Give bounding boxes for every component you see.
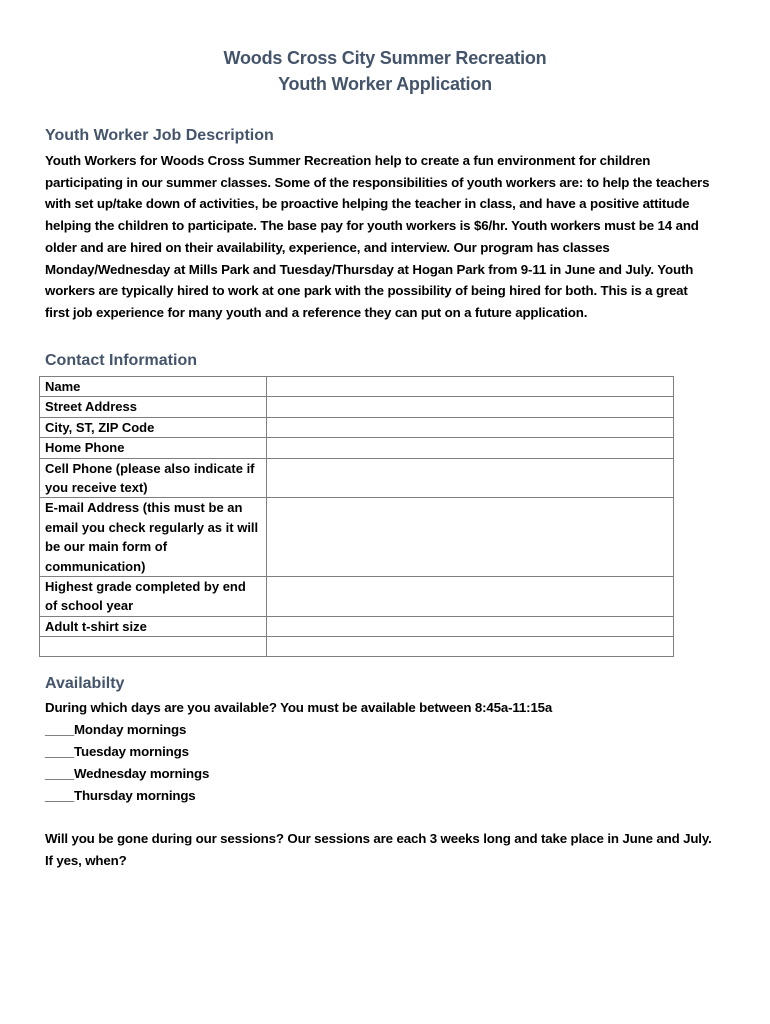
field-label-cell-phone: Cell Phone (please also indicate if you receive text) xyxy=(40,458,267,498)
job-description-line: with set up/take down of activities, be proactive helping the teacher in class, and have a positive attitude xyxy=(45,196,690,212)
field-label-city: City, ST, ZIP Code xyxy=(40,417,267,437)
blank-label-cell xyxy=(40,637,267,657)
job-description-heading: Youth Worker Job Description xyxy=(45,127,274,144)
if-yes-prompt: If yes, when? xyxy=(45,853,127,868)
city-st-zip-field[interactable] xyxy=(267,417,674,437)
page-subtitle: Youth Worker Application xyxy=(278,74,492,94)
contact-heading: Contact Information xyxy=(45,352,197,369)
job-description-line: first job experience for many youth and a reference they can put on a future application. xyxy=(45,304,588,320)
job-description-line: Youth Workers for Woods Cross Summer Recreation help to create a fun environment for children xyxy=(45,153,651,168)
email-field[interactable] xyxy=(267,498,674,577)
street-address-field[interactable] xyxy=(267,397,674,417)
option-tuesday[interactable]: ____Tuesday mornings xyxy=(45,744,189,759)
job-description-line: older and are hired on their availability, experience, and interview. Our program has classes xyxy=(45,239,610,255)
field-label-tshirt: Adult t-shirt size xyxy=(40,616,267,636)
table-row xyxy=(40,577,674,617)
table-row xyxy=(40,397,674,417)
job-description-line: workers are typically hired to work at one park with the possibility of being hired for both. This is a great xyxy=(45,283,688,299)
job-description-line: participating in our summer classes. Some of the responsibilities of youth workers are: to help the teachers xyxy=(45,174,710,190)
name-field[interactable] xyxy=(267,377,674,397)
field-label-name: Name xyxy=(40,377,267,397)
job-description-text xyxy=(45,150,735,324)
table-row xyxy=(40,438,674,458)
option-thursday[interactable]: ____Thursday mornings xyxy=(45,788,196,803)
table-row xyxy=(40,498,674,577)
cell-phone-field[interactable] xyxy=(267,458,674,498)
page-title: Woods Cross City Summer Recreation xyxy=(223,48,547,68)
job-description-line: helping the children to participate. The base pay for youth workers is $6/hr. Youth workers must be 14 and xyxy=(45,218,699,234)
contact-table xyxy=(39,376,674,657)
availability-question: During which days are you available? You must be available between 8:45a-11:15a xyxy=(45,700,553,715)
table-row xyxy=(40,458,674,498)
table-row xyxy=(40,377,674,397)
table-row xyxy=(40,637,674,657)
field-label-grade: Highest grade completed by end of school year xyxy=(40,577,267,617)
option-monday[interactable]: ____Monday mornings xyxy=(45,722,187,737)
option-wednesday[interactable]: ____Wednesday mornings xyxy=(45,766,210,781)
home-phone-field[interactable] xyxy=(267,438,674,458)
field-label-street: Street Address xyxy=(40,397,267,417)
sessions-question: Will you be gone during our sessions? Our sessions are each 3 weeks long and take place in June and July. xyxy=(45,831,712,846)
job-description-line: Monday/Wednesday at Mills Park and Tuesday/Thursday at Hogan Park from 9-11 in June and July. Youth xyxy=(45,261,694,277)
tshirt-size-field[interactable] xyxy=(267,616,674,636)
grade-field[interactable] xyxy=(267,577,674,617)
table-row xyxy=(40,616,674,636)
blank-field[interactable] xyxy=(267,637,674,657)
table-row xyxy=(40,417,674,437)
field-label-email: E-mail Address (this must be an email you check regularly as it will be our main form of communication) xyxy=(40,498,267,577)
availability-heading: Availabilty xyxy=(45,675,125,692)
field-label-home-phone: Home Phone xyxy=(40,438,267,458)
